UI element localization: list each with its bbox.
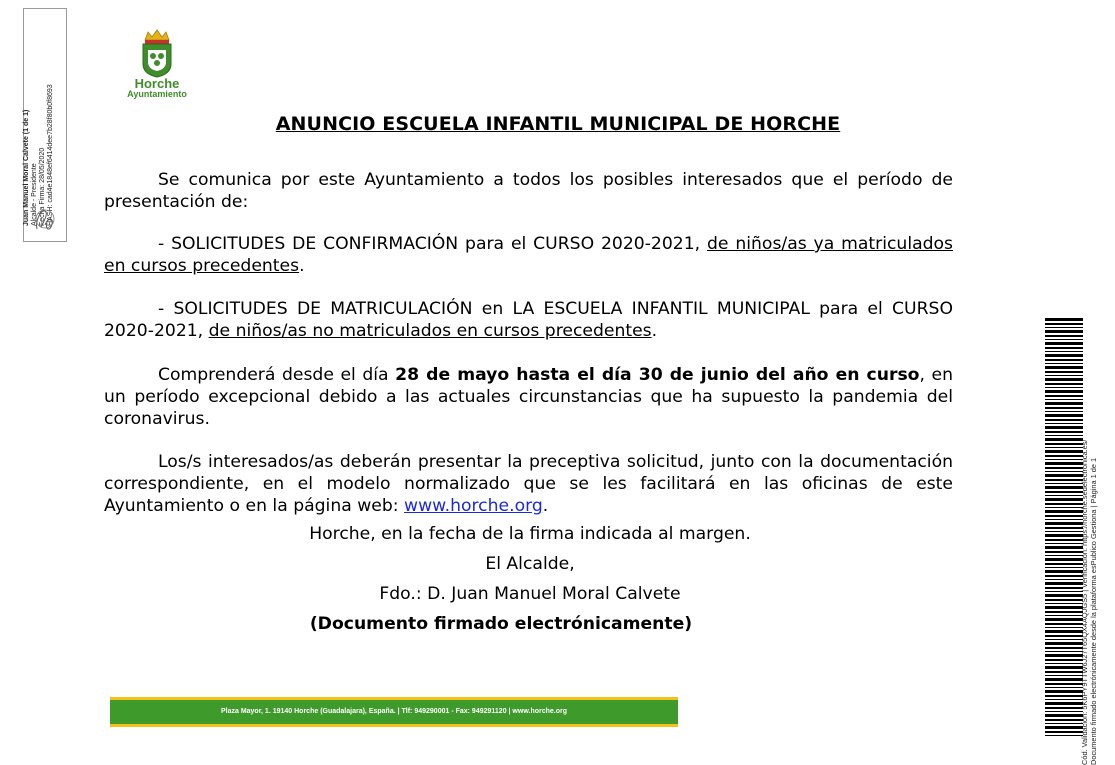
barcode-bar	[1045, 414, 1083, 417]
barcode-bar	[1045, 522, 1083, 525]
paragraph-submission	[104, 451, 953, 517]
barcode-bar	[1045, 347, 1083, 349]
barcode-bar	[1045, 615, 1083, 616]
barcode-bar	[1045, 375, 1083, 376]
barcode-bar	[1045, 714, 1083, 717]
barcode-bar	[1045, 371, 1083, 373]
verification-line-1: Cód. Validación: 5K6PY9TTW6J27T65QX4AQJGS5 | Verificación: https://horche.sedelectronica.es/	[1080, 439, 1089, 765]
barcode-bar	[1045, 395, 1083, 397]
barcode-bar	[1045, 534, 1083, 537]
barcode-bar	[1045, 503, 1083, 505]
barcode-bar	[1045, 318, 1083, 321]
barcode-bar	[1045, 642, 1083, 645]
barcode-bar	[1045, 659, 1083, 661]
logo-subtitle: Ayuntamiento	[127, 89, 187, 99]
barcode-bar	[1045, 399, 1083, 400]
municipality-logo	[112, 28, 202, 104]
submission-text: Los/s interesados/as deberán presentar la preceptiva solicitud, junto con la documentación correspondiente, en el modelo normalizado que se les facilitará en las oficinas de este Ayuntamiento o en la página web:	[104, 452, 953, 516]
submission-end: .	[542, 496, 549, 516]
barcode-bar	[1045, 639, 1083, 640]
barcode-bar	[1045, 471, 1083, 472]
barcode-bar	[1045, 678, 1083, 681]
signature-role: Alcalde - Presidente	[31, 163, 38, 226]
closing-signed-by: Fdo.: D. Juan Manuel Moral Calvete	[379, 584, 681, 604]
barcode-bar	[1045, 486, 1083, 489]
barcode-bar	[1045, 515, 1083, 517]
barcode-bar	[1045, 498, 1083, 501]
barcode-bar	[1045, 455, 1083, 457]
barcode-bar	[1045, 423, 1083, 424]
barcode-bar	[1045, 402, 1083, 405]
paragraph-confirmation	[104, 233, 953, 277]
barcode-bar	[1045, 603, 1083, 604]
paragraph-enrollment	[104, 298, 953, 342]
footer-bar	[110, 697, 678, 727]
barcode-bar	[1045, 647, 1083, 649]
barcode-bar	[1045, 495, 1083, 496]
barcode-bar	[1045, 594, 1083, 597]
barcode-bar	[1045, 606, 1083, 609]
confirmation-end: .	[299, 256, 305, 276]
closing-mayor: El Alcalde,	[485, 554, 575, 574]
verification-line-2: Documento firmado electrónicamente desde la plataforma esPublico Gestiona | Página 1 de 1	[1089, 457, 1098, 765]
signature-scribble-icon	[33, 205, 57, 233]
barcode-bar	[1045, 491, 1083, 493]
barcode-bar	[1045, 479, 1083, 481]
barcode-bar	[1045, 551, 1083, 553]
barcode-bar	[1045, 411, 1083, 412]
barcode-bar	[1045, 443, 1083, 445]
barcode-bar	[1045, 390, 1083, 393]
barcode-bar	[1045, 438, 1083, 441]
barcode-bar	[1045, 323, 1083, 325]
barcode-bar	[1045, 426, 1083, 429]
closing-place-date: Horche, en la fecha de la firma indicada al margen.	[309, 524, 751, 544]
barcode-bar	[1045, 651, 1083, 652]
barcode-bar	[1045, 531, 1083, 532]
barcode-bar	[1045, 726, 1083, 729]
barcode-bar	[1045, 711, 1083, 712]
barcode-bar	[1045, 687, 1083, 688]
barcode-bar	[1045, 723, 1083, 724]
barcode-bar	[1045, 467, 1083, 469]
logo-wordmark: Horche	[134, 76, 180, 91]
enrollment-underlined: de niños/as no matriculados en cursos precedentes	[208, 321, 652, 341]
barcode-bar	[1045, 450, 1083, 453]
barcode-bar	[1045, 351, 1083, 352]
barcode-bar	[1045, 327, 1083, 328]
barcode-bar	[1045, 635, 1083, 637]
barcode-bar	[1045, 359, 1083, 361]
barcode-bar	[1045, 707, 1083, 709]
paragraph-dates	[104, 364, 953, 430]
enrollment-end: .	[651, 321, 658, 341]
barcode-bar	[1045, 719, 1083, 721]
barcode-bar	[1045, 474, 1083, 477]
barcode-bar	[1045, 407, 1083, 409]
barcode-bar	[1045, 683, 1083, 685]
paragraph-intro	[104, 169, 953, 213]
barcode-bar	[1045, 702, 1083, 705]
closing-electronic-note: (Documento firmado electrónicamente)	[309, 614, 693, 634]
barcode-bar	[1045, 527, 1083, 529]
barcode-bar	[1045, 330, 1083, 333]
confirmation-underlined: de niños/as ya matriculados en cursos precedentes	[104, 234, 954, 276]
coat-of-arms-icon	[112, 28, 202, 78]
barcode-bar	[1045, 462, 1083, 465]
barcode-bar	[1045, 599, 1083, 601]
barcode-bar	[1045, 563, 1083, 565]
barcode-bar	[1045, 519, 1083, 520]
confirmation-text: - SOLICITUDES DE CONFIRMACIÓN para el CURSO 2020-2021,	[158, 234, 708, 254]
barcode-bar	[1045, 618, 1083, 621]
signature-name: Juan Manuel Moral Calvete (1 de 1)	[23, 109, 30, 226]
barcode-bar	[1045, 690, 1083, 693]
barcode-bar	[1045, 627, 1083, 628]
verification-text	[1080, 315, 1098, 765]
barcode-bar	[1045, 654, 1083, 657]
document-title: ANUNCIO ESCUELA INFANTIL MUNICIPAL DE HORCHE	[275, 113, 841, 135]
barcode-bar	[1045, 383, 1083, 385]
barcode-bar	[1045, 666, 1083, 669]
enrollment-text: - SOLICITUDES DE MATRICULACIÓN en LA ESCUELA INFANTIL MUNICIPAL para el CURSO 2020-2021,	[104, 299, 953, 341]
barcode-bar	[1045, 558, 1083, 561]
footer-contact: Plaza Mayor, 1. 19140 Horche (Guadalajara), España. | Tlf: 949290001 - Fax: 949291120 | www.horche.org	[220, 708, 568, 715]
barcode-bar	[1045, 366, 1083, 369]
signature-date: Fecha Firma: 28/05/2020	[39, 147, 46, 226]
dates-bold: 28 de mayo hasta el día 30 de junio del año en curso	[395, 365, 920, 385]
signature-box	[23, 8, 67, 242]
barcode-bar	[1045, 339, 1083, 340]
barcode-bar	[1045, 587, 1083, 589]
dates-lead: Comprenderá desde el día	[158, 365, 396, 385]
barcode-bar	[1045, 335, 1083, 337]
barcode-bar	[1045, 582, 1083, 585]
barcode-bar	[1045, 611, 1083, 613]
signature-hash: HASH: cad4e1848ef6414dee7b28f80b0f8693	[47, 84, 54, 226]
barcode-bar	[1045, 378, 1083, 381]
barcode-bar	[1045, 546, 1083, 549]
barcode-bar	[1045, 447, 1083, 448]
barcode-bar	[1045, 675, 1083, 676]
barcode-bar	[1045, 507, 1083, 508]
barcode-bar	[1045, 342, 1083, 345]
intro-text: Se comunica por este Ayuntamiento a todos los posibles interesados que el período de presentación de:	[104, 170, 953, 212]
dates-rest: , en un período excepcional debido a las actuales circunstancias que ha supuesto la pandemia del coronavirus.	[104, 365, 953, 429]
barcode-bar	[1045, 591, 1083, 592]
barcode-bar	[1045, 555, 1083, 556]
barcode-bar	[1045, 567, 1083, 568]
barcode-bar	[1045, 699, 1083, 700]
barcode-bar	[1045, 570, 1083, 573]
barcode-bar	[1045, 539, 1083, 541]
barcode-bar	[1045, 630, 1083, 633]
barcode-bar	[1045, 579, 1083, 580]
barcode-bar	[1045, 663, 1083, 664]
signature-text	[23, 16, 55, 226]
barcode-bar	[1045, 575, 1083, 577]
website-link[interactable]: www.horche.org	[404, 496, 543, 516]
barcode-bar	[1045, 387, 1083, 388]
barcode-bar	[1045, 435, 1083, 436]
barcode-bar	[1045, 419, 1083, 421]
barcode-bar	[1045, 510, 1083, 513]
barcode-bar	[1045, 363, 1083, 364]
barcode-bar	[1045, 483, 1083, 484]
barcode-bar	[1045, 431, 1083, 433]
barcode-bar	[1045, 459, 1083, 460]
barcode	[1045, 318, 1083, 738]
barcode-bar	[1045, 623, 1083, 625]
barcode-bar	[1045, 695, 1083, 697]
barcode-bar	[1045, 735, 1083, 736]
barcode-bar	[1045, 354, 1083, 357]
barcode-bar	[1045, 731, 1083, 733]
barcode-bar	[1045, 543, 1083, 544]
barcode-bar	[1045, 671, 1083, 673]
